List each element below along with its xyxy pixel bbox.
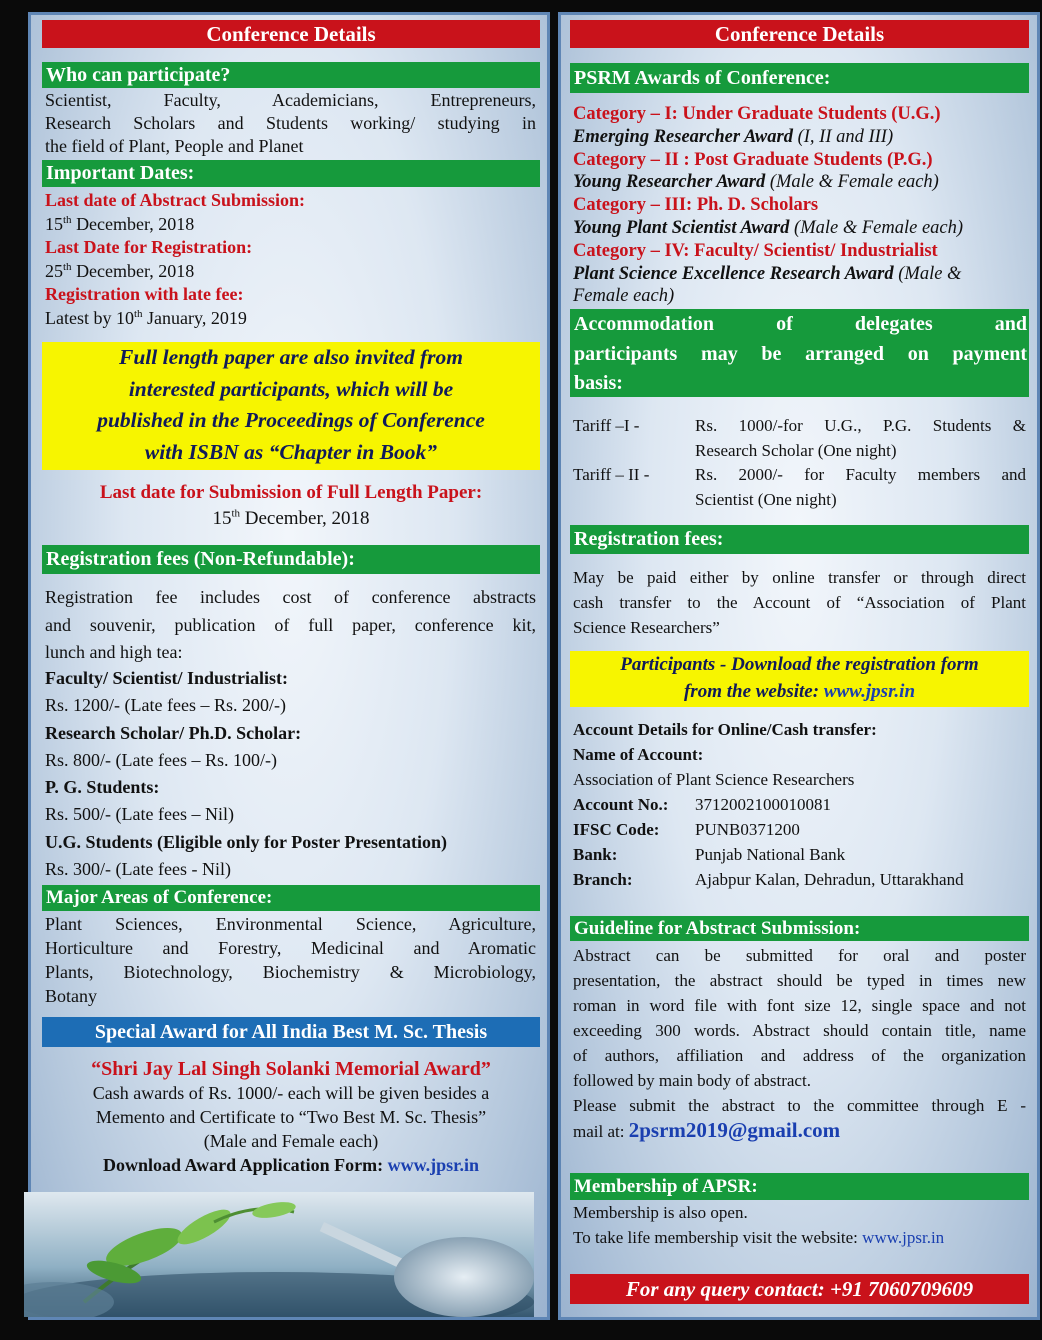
awards-list: Category – I: Under Graduate Students (U.G.) Emerging Researcher Award (I, II and III) Category – II : Post Graduate Students (P.G.) Young Researcher Award (Male & Female each) Category – III: Ph. D. Scholars Young Plant Scientist Award (Male & Female each) Category – IV: Faculty/ Scientist/ Industrialist Plant Science Excellence Research Award (Male & Female each) <box>573 104 964 307</box>
account-details: Account Details for Online/Cash transfer: Name of Account: Association of Plant Science Researchers <box>573 720 877 789</box>
tariff-1-label: Tariff –I - <box>573 416 640 435</box>
who-title: Who can participate? <box>42 62 540 88</box>
account-labels: Account No.: IFSC Code: Bank: Branch: <box>573 795 669 889</box>
reg-fees-title: Registration fees: <box>570 525 1029 554</box>
full-paper-box: Full length paper are also invited from interested participants, which will be published in the Proceedings of Conference with ISBN as “Chapter in Book” <box>42 342 540 470</box>
tariff-1-text: Rs. 1000/-for U.G., P.G. Students & Research Scholar (One night) <box>695 416 1026 460</box>
email-link[interactable]: 2psrm2019@gmail.com <box>628 1118 841 1142</box>
guideline-text: Abstract can be submitted for oral and poster presentation, the abstract should be typed in times new roman in word file with font size 12, single space and not exceeding 300 words. Abstract should contain title, name of authors, affiliation and address of the organization followed by main body of abstract. Please submit the abstract to the committee through E - mail at: 2psrm2019@gmail.com <box>573 946 1026 1142</box>
contact-bar: For any query contact: +91 7060709609 <box>570 1274 1029 1304</box>
full-paper-deadline: Last date for Submission of Full Length Paper: 15th December, 2018 <box>99 482 483 529</box>
right-header: Conference Details <box>570 20 1029 48</box>
award-form-link[interactable]: www.jpsr.in <box>387 1155 480 1175</box>
fees-list: Faculty/ Scientist/ Industrialist: Rs. 1200/- (Late fees – Rs. 200/-) Research Scholar/ Ph.D. Scholar: Rs. 800/- (Late fees – Rs. 100/-) P. G. Students: Rs. 500/- (Late fees – Nil) U.G. Students (Eligible only for Poster Presentation) Rs. 300/- (Late fees - Nil) <box>45 668 447 880</box>
download-box: Participants - Download the registration form from the website: www.jpsr.in <box>570 651 1029 707</box>
areas-title: Major Areas of Conference: <box>42 885 540 911</box>
who-text: Scientist, Faculty, Academicians, Entrepreneurs, Research Scholars and Students working/ studying in the field of Plant, People and Planet <box>45 90 536 156</box>
tariff-2-text: Rs. 2000/- for Faculty members and Scientist (One night) <box>695 465 1026 509</box>
areas-text: Plant Sciences, Environmental Science, Agriculture, Horticulture and Forestry, Medicinal and Aromatic Plants, Biotechnology, Biochemistry & Microbiology, Botany <box>45 914 536 1006</box>
tariff-2-label: Tariff – II - <box>573 465 650 484</box>
membership-text: Membership is also open. To take life membership visit the website: www.jpsr.in <box>573 1203 945 1247</box>
special-award-title: Special Award for All India Best M. Sc. Thesis <box>42 1017 540 1047</box>
awards-title: PSRM Awards of Conference: <box>570 63 1029 93</box>
registration-form-link[interactable]: www.jpsr.in <box>823 681 916 702</box>
membership-title: Membership of APSR: <box>570 1173 1029 1200</box>
guideline-title: Guideline for Abstract Submission: <box>570 916 1029 941</box>
dates-title: Important Dates: <box>42 160 540 187</box>
special-award-text: “Shri Jay Lal Singh Solanki Memorial Award” Cash awards of Rs. 1000/- each will be given besides a Memento and Certificate to “Two Best M. Sc. Thesis” (Male and Female each) Download Award Application Form: www.jpsr.in <box>91 1058 491 1175</box>
fees-intro: Registration fee includes cost of conference abstracts and souvenir, publication of full paper, conference kit, lunch and high tea: <box>45 587 536 662</box>
reg-fees-text: May be paid either by online transfer or through direct cash transfer to the Account of “Association of Plant Science Researchers” <box>573 568 1026 637</box>
membership-link[interactable]: www.jpsr.in <box>862 1228 945 1247</box>
plant-seedling-lab-photo <box>24 1192 534 1317</box>
left-header: Conference Details <box>42 20 540 48</box>
accommodation-box: Accommodation of delegates and participants may be arranged on payment basis: <box>570 309 1029 397</box>
account-values: 3712002100010081 PUNB0371200 Punjab National Bank Ajabpur Kalan, Dehradun, Uttarakhand <box>695 795 964 889</box>
fees-title: Registration fees (Non-Refundable): <box>42 545 540 574</box>
dates-list: Last date of Abstract Submission: 15th December, 2018 Last Date for Registration: 25th December, 2018 Registration with late fee: Latest by 10th January, 2019 <box>45 190 306 328</box>
